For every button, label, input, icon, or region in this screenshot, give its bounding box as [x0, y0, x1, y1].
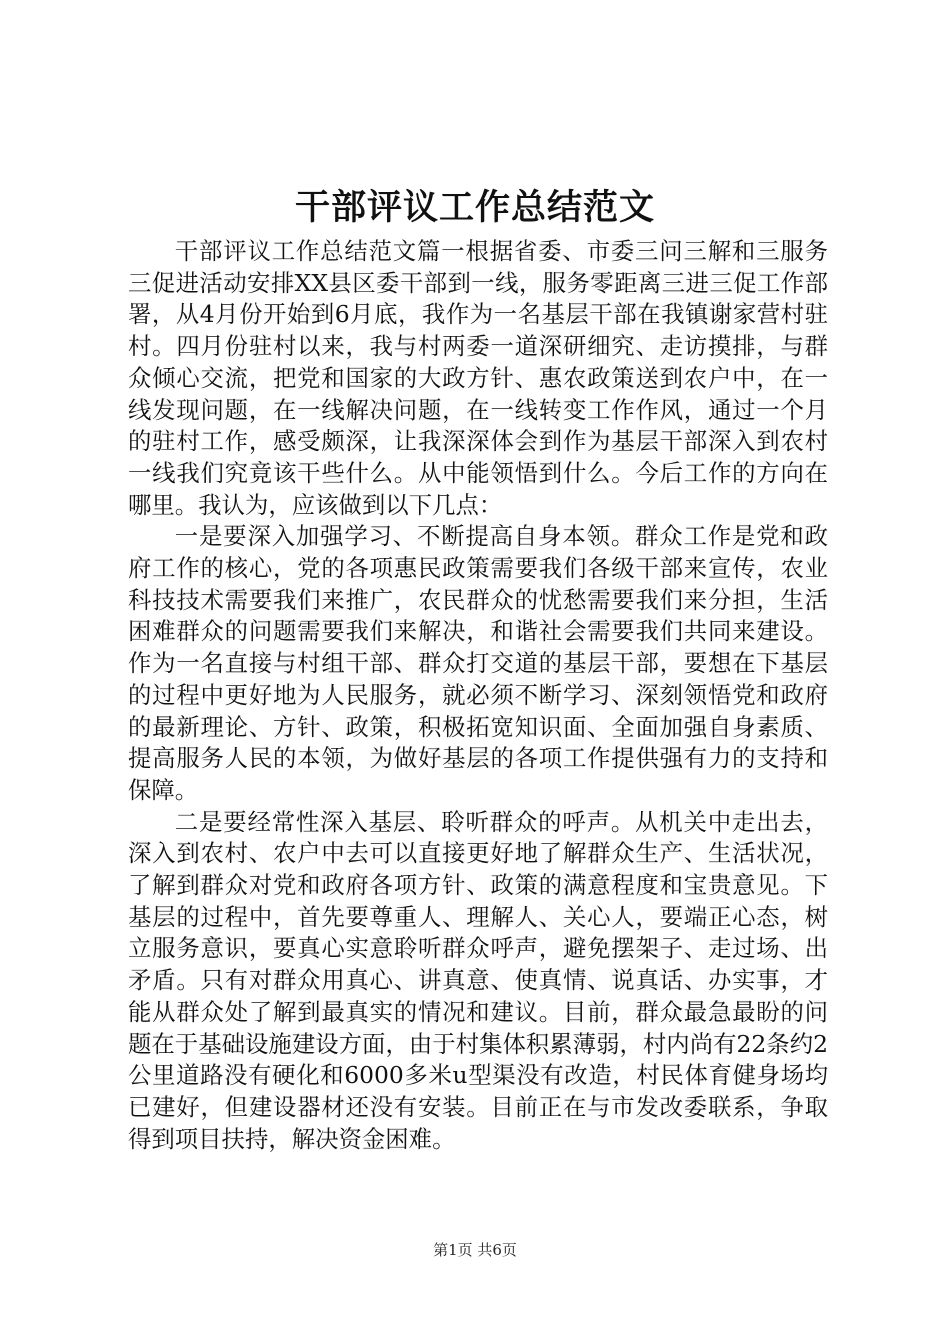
document-title: 干部评议工作总结范文: [294, 187, 655, 228]
paragraph-point-one: 一是要深入加强学习、不断提高自身本领。群众工作是党和政府工作的核心，党的各项惠民政策需要我们各级干部来宣传，农业科技技术需要我们来推广，农民群众的忧愁需要我们来分担，生活困难群众的问题需要我们来解决，和谐社会需要我们共同来建设。作为一名直接与村组干部、群众打交道的基层干部，要想在下基层的过程中更好地为人民服务，就必须不断学习、深刻领悟党和政府的最新理论、方针、政策，积极拓宽知识面、全面加强自身素质、提高服务人民的本领，为做好基层的各项工作提供强有力的支持和保障。: [128, 522, 828, 804]
page-number-footer: 第1页 共6页: [433, 1241, 517, 1259]
paragraph-intro: 干部评议工作总结范文篇一根据省委、市委三问三解和三服务三促进活动安排XX县区委干部到一线，服务零距离三进三促工作部署，从4月份开始到6月底，我作为一名基层干部在我镇谢家营村驻村。四月份驻村以来，我与村两委一道深研细究、走访摸排，与群众倾心交流，把党和国家的大政方针、惠农政策送到农户中，在一线发现问题，在一线解决问题，在一线转变工作作风，通过一个月的驻村工作，感受颇深，让我深深体会到作为基层干部深入到农村一线我们究竟该干些什么。从中能领悟到什么。今后工作的方向在哪里。我认为，应该做到以下几点：: [128, 237, 828, 519]
paragraph-point-two: 二是要经常性深入基层、聆听群众的呼声。从机关中走出去，深入到农村、农户中去可以直接更好地了解群众生产、生活状况，了解到群众对党和政府各项方针、政策的满意程度和宝贵意见。下基层的过程中，首先要尊重人、理解人、关心人，要端正心态，树立服务意识，要真心实意聆听群众呼声，避免摆架子、走过场、出矛盾。只有对群众用真心、讲真意、使真情、说真话、办实事，才能从群众处了解到最真实的情况和建议。目前，群众最急最盼的问题在于基础设施建设方面，由于村集体积累薄弱，村内尚有22条约2公里道路没有硬化和6000多米u型渠没有改造，村民体育健身场均已建好，但建设器材还没有安装。目前正在与市发改委联系，争取得到项目扶持，解决资金困难。: [128, 807, 828, 1153]
document-body: [128, 236, 828, 1155]
